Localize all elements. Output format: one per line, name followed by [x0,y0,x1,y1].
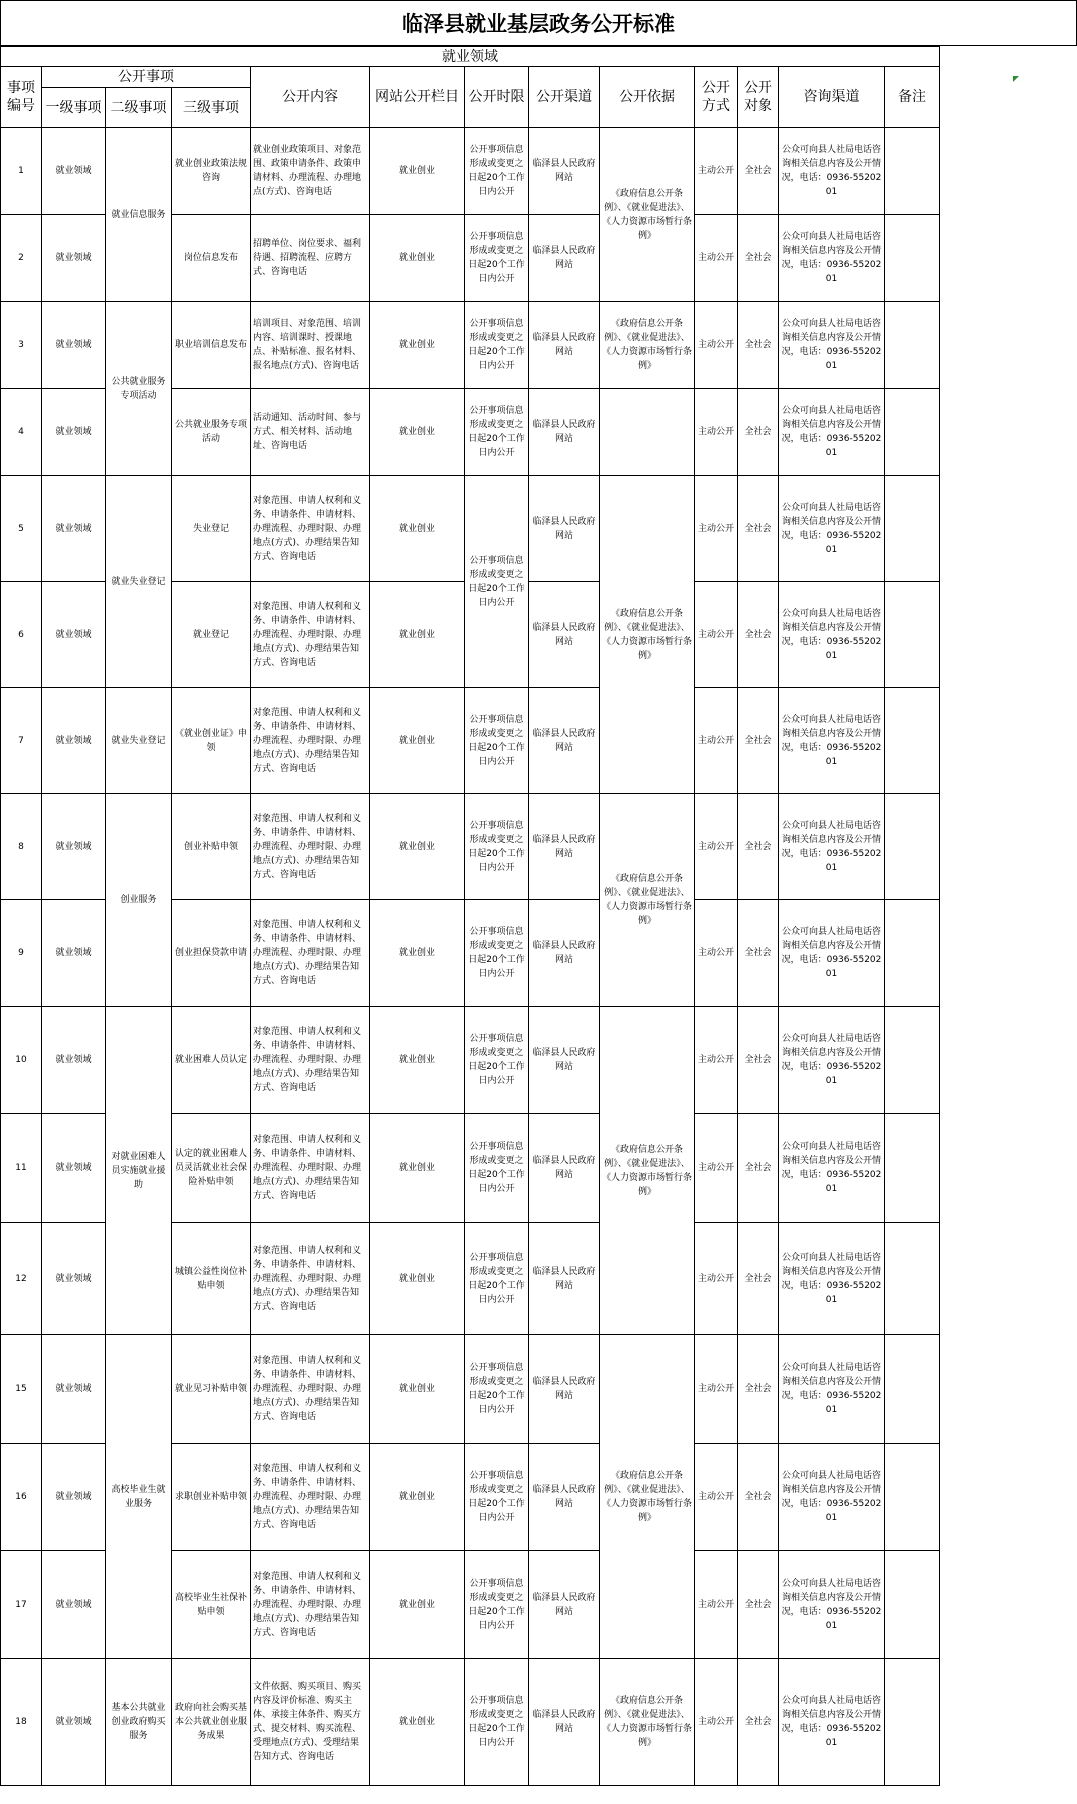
row-no: 10 [1,1007,42,1114]
row-channel: 临泽县人民政府网站 [529,389,600,476]
row-remark [885,215,940,302]
row-target: 全社会 [738,1114,779,1223]
row-level1: 就业领域 [42,900,106,1007]
row-target: 全社会 [738,1444,779,1551]
row-content: 对象范围、申请人权利和义务、申请条件、申请材料、办理流程、办理时限、办理地点(方式)、办理结果告知方式、咨询电话 [251,582,370,688]
row-target: 全社会 [738,215,779,302]
row-target: 全社会 [738,1223,779,1335]
row-no: 17 [1,1551,42,1659]
row-target: 全社会 [738,1007,779,1114]
row-remark [885,1223,940,1335]
row-level2: 就业信息服务 [106,128,172,302]
row-level2: 公共就业服务专项活动 [106,302,172,476]
domain-row: 就业领域 [1,47,940,67]
row-channel: 临泽县人民政府网站 [529,688,600,794]
row-basis: 《政府信息公开条例》、《就业促进法》、《人力资源市场暂行条例》 [600,1335,695,1659]
row-time: 公开事项信息形成或变更之日起20个工作日内公开 [465,1335,529,1444]
row-remark [885,1007,940,1114]
row-content: 对象范围、申请人权利和义务、申请条件、申请材料、办理流程、办理时限、办理地点(方式)、办理结果告知方式、咨询电话 [251,1444,370,1551]
row-level2: 就业失业登记 [106,688,172,794]
row-level1: 就业领域 [42,1551,106,1659]
row-method: 主动公开 [695,302,738,389]
row-column: 就业创业 [370,1551,465,1659]
row-column: 就业创业 [370,1007,465,1114]
row-time: 公开事项信息形成或变更之日起20个工作日内公开 [465,389,529,476]
row-content: 对象范围、申请人权利和义务、申请条件、申请材料、办理流程、办理时限、办理地点(方式)、办理结果告知方式、咨询电话 [251,1551,370,1659]
row-channel: 临泽县人民政府网站 [529,1551,600,1659]
header-public-items: 公开事项 [42,67,251,88]
row-channel: 临泽县人民政府网站 [529,215,600,302]
header-level3: 三级事项 [172,88,251,128]
row-no: 9 [1,900,42,1007]
row-level1: 就业领域 [42,1223,106,1335]
header-remark: 备注 [885,67,940,128]
row-level1: 就业领域 [42,688,106,794]
row-column: 就业创业 [370,1444,465,1551]
row-content: 培训项目、对象范围、培训内容、培训课时、授课地点、补贴标准、报名材料、报名地点(方式)、咨询电话 [251,302,370,389]
row-basis: 《政府信息公开条例》、《就业促进法》、《人力资源市场暂行条例》 [600,1659,695,1786]
row-method: 主动公开 [695,900,738,1007]
row-column: 就业创业 [370,389,465,476]
row-content: 对象范围、申请人权利和义务、申请条件、申请材料、办理流程、办理时限、办理地点(方式)、办理结果告知方式、咨询电话 [251,794,370,900]
row-target: 全社会 [738,128,779,215]
row-channel: 临泽县人民政府网站 [529,1335,600,1444]
row-level1: 就业领域 [42,1335,106,1444]
row-level3: 失业登记 [172,476,251,582]
row-time: 公开事项信息形成或变更之日起20个工作日内公开 [465,1007,529,1114]
header-level1: 一级事项 [42,88,106,128]
row-basis [600,389,695,476]
row-column: 就业创业 [370,1659,465,1786]
row-level2: 高校毕业生就业服务 [106,1335,172,1659]
row-level1: 就业领域 [42,128,106,215]
row-consult: 公众可向县人社局电话咨询相关信息内容及公开情况，电话：0936-5520201 [779,1007,885,1114]
row-method: 主动公开 [695,1444,738,1551]
row-no: 3 [1,302,42,389]
row-level1: 就业领域 [42,476,106,582]
row-target: 全社会 [738,1551,779,1659]
row-no: 7 [1,688,42,794]
row-no: 1 [1,128,42,215]
header-level2: 二级事项 [106,88,172,128]
row-remark [885,794,940,900]
row-column: 就业创业 [370,688,465,794]
row-level3: 公共就业服务专项活动 [172,389,251,476]
row-column: 就业创业 [370,128,465,215]
row-level3: 就业困难人员认定 [172,1007,251,1114]
row-content: 就业创业政策项目、对象范围、政策申请条件、政策申请材料、办理流程、办理地点(方式)、咨询电话 [251,128,370,215]
row-level1: 就业领域 [42,1444,106,1551]
row-target: 全社会 [738,1335,779,1444]
row-method: 主动公开 [695,1335,738,1444]
row-remark [885,302,940,389]
row-basis: 《政府信息公开条例》、《就业促进法》、《人力资源市场暂行条例》 [600,476,695,794]
row-time: 公开事项信息形成或变更之日起20个工作日内公开 [465,1223,529,1335]
row-no: 2 [1,215,42,302]
row-content: 对象范围、申请人权利和义务、申请条件、申请材料、办理流程、办理时限、办理地点(方式)、办理结果告知方式、咨询电话 [251,900,370,1007]
row-content: 对象范围、申请人权利和义务、申请条件、申请材料、办理流程、办理时限、办理地点(方式)、办理结果告知方式、咨询电话 [251,1114,370,1223]
row-channel: 临泽县人民政府网站 [529,1223,600,1335]
row-remark [885,476,940,582]
row-consult: 公众可向县人社局电话咨询相关信息内容及公开情况，电话：0936-5520201 [779,215,885,302]
row-no: 8 [1,794,42,900]
row-consult: 公众可向县人社局电话咨询相关信息内容及公开情况，电话：0936-5520201 [779,794,885,900]
row-content: 对象范围、申请人权利和义务、申请条件、申请材料、办理流程、办理时限、办理地点(方式)、办理结果告知方式、咨询电话 [251,476,370,582]
row-no: 18 [1,1659,42,1786]
row-level3: 高校毕业生社保补贴申领 [172,1551,251,1659]
row-time: 公开事项信息形成或变更之日起20个工作日内公开 [465,302,529,389]
row-level3: 求职创业补贴申领 [172,1444,251,1551]
row-content: 活动通知、活动时间、参与方式、相关材料、活动地址、咨询电话 [251,389,370,476]
row-level3: 政府向社会购买基本公共就业创业服务成果 [172,1659,251,1786]
row-basis: 《政府信息公开条例》、《就业促进法》、《人力资源市场暂行条例》 [600,1007,695,1335]
cell-comment-marker [1013,76,1019,82]
row-level2: 基本公共就业创业政府购买服务 [106,1659,172,1786]
row-level3: 创业担保贷款申请 [172,900,251,1007]
row-time: 公开事项信息形成或变更之日起20个工作日内公开 [465,688,529,794]
row-level3: 认定的就业困难人员灵活就业社会保险补贴申领 [172,1114,251,1223]
row-column: 就业创业 [370,582,465,688]
row-level1: 就业领域 [42,1007,106,1114]
row-level3: 城镇公益性岗位补贴申领 [172,1223,251,1335]
row-method: 主动公开 [695,215,738,302]
row-basis: 《政府信息公开条例》、《就业促进法》、《人力资源市场暂行条例》 [600,302,695,389]
standards-table [0,46,940,1786]
row-no: 15 [1,1335,42,1444]
row-consult: 公众可向县人社局电话咨询相关信息内容及公开情况，电话：0936-5520201 [779,1223,885,1335]
row-channel: 临泽县人民政府网站 [529,1114,600,1223]
row-channel: 临泽县人民政府网站 [529,582,600,688]
row-time: 公开事项信息形成或变更之日起20个工作日内公开 [465,794,529,900]
row-target: 全社会 [738,582,779,688]
header-target: 公开对象 [738,67,779,128]
row-no: 12 [1,1223,42,1335]
row-level1: 就业领域 [42,794,106,900]
row-level2: 就业失业登记 [106,476,172,688]
row-remark [885,128,940,215]
row-consult: 公众可向县人社局电话咨询相关信息内容及公开情况，电话：0936-5520201 [779,1551,885,1659]
row-remark [885,1551,940,1659]
row-method: 主动公开 [695,582,738,688]
page-title: 临泽县就业基层政务公开标准 [0,0,1077,46]
row-content: 招聘单位、岗位要求、福利待遇、招聘流程、应聘方式、咨询电话 [251,215,370,302]
row-consult: 公众可向县人社局电话咨询相关信息内容及公开情况，电话：0936-5520201 [779,128,885,215]
row-method: 主动公开 [695,1551,738,1659]
row-channel: 临泽县人民政府网站 [529,794,600,900]
row-consult: 公众可向县人社局电话咨询相关信息内容及公开情况，电话：0936-5520201 [779,1444,885,1551]
row-level1: 就业领域 [42,302,106,389]
row-method: 主动公开 [695,794,738,900]
row-time: 公开事项信息形成或变更之日起20个工作日内公开 [465,1114,529,1223]
row-level3: 就业创业政策法规咨询 [172,128,251,215]
row-level3: 《就业创业证》申领 [172,688,251,794]
row-level1: 就业领域 [42,1659,106,1786]
row-consult: 公众可向县人社局电话咨询相关信息内容及公开情况，电话：0936-5520201 [779,582,885,688]
row-target: 全社会 [738,794,779,900]
row-consult: 公众可向县人社局电话咨询相关信息内容及公开情况，电话：0936-5520201 [779,302,885,389]
row-content: 对象范围、申请人权利和义务、申请条件、申请材料、办理流程、办理时限、办理地点(方式)、办理结果告知方式、咨询电话 [251,1007,370,1114]
row-time: 公开事项信息形成或变更之日起20个工作日内公开 [465,476,529,688]
row-level3: 就业见习补贴申领 [172,1335,251,1444]
row-level1: 就业领域 [42,215,106,302]
row-time: 公开事项信息形成或变更之日起20个工作日内公开 [465,128,529,215]
row-channel: 临泽县人民政府网站 [529,900,600,1007]
row-remark [885,1335,940,1444]
row-time: 公开事项信息形成或变更之日起20个工作日内公开 [465,1659,529,1786]
row-consult: 公众可向县人社局电话咨询相关信息内容及公开情况，电话：0936-5520201 [779,1114,885,1223]
row-basis: 《政府信息公开条例》、《就业促进法》、《人力资源市场暂行条例》 [600,794,695,1007]
row-consult: 公众可向县人社局电话咨询相关信息内容及公开情况，电话：0936-5520201 [779,900,885,1007]
row-target: 全社会 [738,688,779,794]
row-target: 全社会 [738,389,779,476]
header-channel: 公开渠道 [529,67,600,128]
header-time: 公开时限 [465,67,529,128]
header-basis: 公开依据 [600,67,695,128]
row-method: 主动公开 [695,1223,738,1335]
row-column: 就业创业 [370,476,465,582]
row-no: 4 [1,389,42,476]
row-remark [885,1444,940,1551]
row-remark [885,1114,940,1223]
row-consult: 公众可向县人社局电话咨询相关信息内容及公开情况，电话：0936-5520201 [779,1659,885,1786]
row-remark [885,688,940,794]
row-target: 全社会 [738,900,779,1007]
row-channel: 临泽县人民政府网站 [529,1444,600,1551]
header-method: 公开方式 [695,67,738,128]
row-consult: 公众可向县人社局电话咨询相关信息内容及公开情况，电话：0936-5520201 [779,688,885,794]
row-method: 主动公开 [695,128,738,215]
header-consult: 咨询渠道 [779,67,885,128]
row-column: 就业创业 [370,1223,465,1335]
row-no: 6 [1,582,42,688]
row-level1: 就业领域 [42,582,106,688]
row-channel: 临泽县人民政府网站 [529,1007,600,1114]
row-column: 就业创业 [370,794,465,900]
row-target: 全社会 [738,476,779,582]
row-level3: 岗位信息发布 [172,215,251,302]
row-column: 就业创业 [370,900,465,1007]
header-content: 公开内容 [251,67,370,128]
row-channel: 临泽县人民政府网站 [529,1659,600,1786]
row-method: 主动公开 [695,1114,738,1223]
row-remark [885,900,940,1007]
row-time: 公开事项信息形成或变更之日起20个工作日内公开 [465,900,529,1007]
row-content: 文件依据、购买项目、购买内容及评价标准、购买主体、承接主体条件、购买方式、提交材料、购买流程、受理地点(方式)、受理结果告知方式、咨询电话 [251,1659,370,1786]
row-time: 公开事项信息形成或变更之日起20个工作日内公开 [465,1551,529,1659]
row-level3: 就业登记 [172,582,251,688]
row-level1: 就业领域 [42,1114,106,1223]
row-content: 对象范围、申请人权利和义务、申请条件、申请材料、办理流程、办理时限、办理地点(方式)、办理结果告知方式、咨询电话 [251,688,370,794]
row-remark [885,389,940,476]
row-level2: 对就业困难人员实施就业援助 [106,1007,172,1335]
row-method: 主动公开 [695,1659,738,1786]
row-column: 就业创业 [370,302,465,389]
row-remark [885,582,940,688]
row-time: 公开事项信息形成或变更之日起20个工作日内公开 [465,215,529,302]
row-channel: 临泽县人民政府网站 [529,476,600,582]
row-method: 主动公开 [695,688,738,794]
row-content: 对象范围、申请人权利和义务、申请条件、申请材料、办理流程、办理时限、办理地点(方式)、办理结果告知方式、咨询电话 [251,1223,370,1335]
header-no: 事项编号 [1,67,42,128]
row-target: 全社会 [738,1659,779,1786]
row-consult: 公众可向县人社局电话咨询相关信息内容及公开情况，电话：0936-5520201 [779,476,885,582]
row-column: 就业创业 [370,1335,465,1444]
row-remark [885,1659,940,1786]
header-column: 网站公开栏目 [370,67,465,128]
row-target: 全社会 [738,302,779,389]
row-level1: 就业领域 [42,389,106,476]
row-column: 就业创业 [370,1114,465,1223]
row-consult: 公众可向县人社局电话咨询相关信息内容及公开情况，电话：0936-5520201 [779,389,885,476]
row-method: 主动公开 [695,389,738,476]
row-level3: 职业培训信息发布 [172,302,251,389]
row-no: 11 [1,1114,42,1223]
row-no: 16 [1,1444,42,1551]
row-consult: 公众可向县人社局电话咨询相关信息内容及公开情况，电话：0936-5520201 [779,1335,885,1444]
row-level2: 创业服务 [106,794,172,1007]
row-channel: 临泽县人民政府网站 [529,128,600,215]
row-column: 就业创业 [370,215,465,302]
row-method: 主动公开 [695,1007,738,1114]
row-basis: 《政府信息公开条例》、《就业促进法》、《人力资源市场暂行条例》 [600,128,695,302]
row-level3: 创业补贴申领 [172,794,251,900]
row-no: 5 [1,476,42,582]
row-channel: 临泽县人民政府网站 [529,302,600,389]
row-content: 对象范围、申请人权利和义务、申请条件、申请材料、办理流程、办理时限、办理地点(方式)、办理结果告知方式、咨询电话 [251,1335,370,1444]
row-time: 公开事项信息形成或变更之日起20个工作日内公开 [465,1444,529,1551]
row-method: 主动公开 [695,476,738,582]
